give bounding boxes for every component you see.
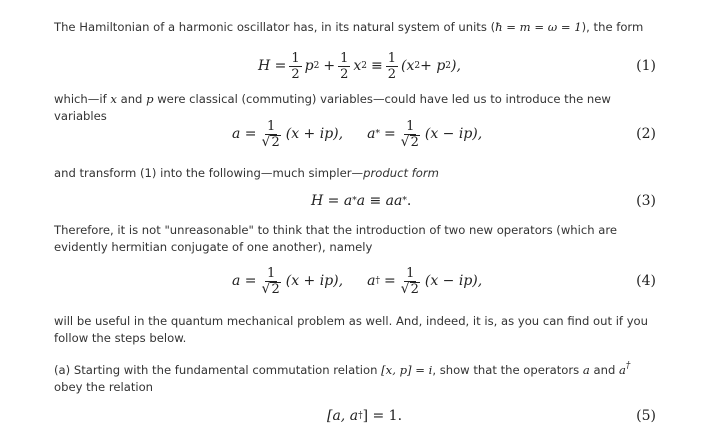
equation-number-4: (4) (636, 273, 656, 289)
fraction: $\frac{1}{2}$ (291, 50, 300, 82)
paragraph-steps: will be useful in the quantum mechanical problem as well. And, indeed, it is, as you can find out if you follow the steps below. (54, 314, 648, 345)
sqrt-symbol: √ 2 (261, 133, 280, 150)
fraction: $\frac{1}{2}$ (340, 50, 349, 82)
paragraph-product-form: and transform (1) into the following—much simpler—product form (54, 166, 439, 180)
equation-number-3: (3) (636, 193, 656, 209)
equation-4-body: a = 1 √ 2 (x + ip), a † = 1 √ 2 (x − ip), (232, 265, 483, 297)
fraction: 1 √ 2 (400, 265, 419, 297)
equation-2 (0, 112, 708, 156)
paragraph-intro: The Hamiltonian of a harmonic oscillator has, in its natural system of units (ħ = m = ω = 1), the form (54, 20, 644, 34)
equation-1 (0, 44, 708, 88)
equation-number-2: (2) (636, 126, 656, 142)
equation-2-body: a = 1 √ 2 (x + ip), a * = 1 √ 2 (x − ip), (232, 118, 483, 150)
equation-5-body: [a, a † ] = 1. (327, 408, 403, 424)
paragraph-part-a: (a) Starting with the fundamental commutation relation [x, p] = i, show that the operators a and a† obey the relation (54, 361, 631, 394)
fraction: 1 √ 2 (400, 118, 419, 150)
sqrt-symbol: √ 2 (261, 280, 280, 297)
equation-number-1: (1) (636, 58, 656, 74)
sqrt-symbol: √ 2 (400, 133, 419, 150)
equation-5 (0, 396, 708, 436)
paragraph-classical: which—if x and p were classical (commuting) variables—could have led us to introduce the new variables (54, 92, 611, 123)
fraction: 1 √ 2 (261, 118, 280, 150)
equation-1-body: H = $\frac{1}{2}$ p 2 + $\frac{1}{2}$ x 2 ≡ $\frac{1}{2}$ (x 2 + p 2 ), (258, 50, 461, 82)
fraction: $\frac{1}{2}$ (387, 50, 397, 82)
equation-4 (0, 259, 708, 303)
fraction: 1 √ 2 (261, 265, 280, 297)
equation-3-body: H = a * a ≡ aa * . (311, 193, 412, 209)
equation-number-5: (5) (636, 408, 656, 424)
units-math: ħ = m = ω = 1 (495, 20, 582, 34)
sqrt-symbol: √ 2 (400, 280, 419, 297)
equation-3 (0, 180, 708, 222)
paragraph-operators: Therefore, it is not "unreasonable" to think that the introduction of two new operators (which are evidently hermitian conjugate of one another), namely (54, 223, 618, 254)
